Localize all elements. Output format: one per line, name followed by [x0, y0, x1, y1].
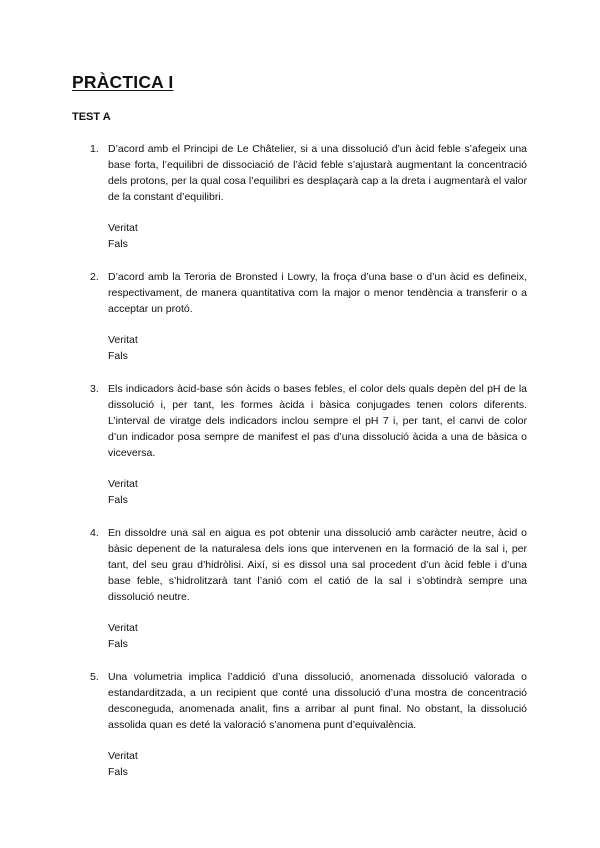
question-text: D’acord amb el Principi de Le Châtelier, si a una dissolució d’un àcid feble s’afegeix una base forta, l’equilibri de dissociació de l’àcid feble s’ajustarà augmentant la concentració dels protons, per la qual cosa l’equilibri es desplaçarà cap a la dreta i augmentarà el valor de la constant d’equilibri.	[108, 143, 527, 203]
option-true[interactable]: Veritat	[108, 750, 138, 762]
question-text: Els indicadors àcid-base són àcids o bases febles, el color dels quals depèn del pH de la dissolució i, per tant, les formes àcida i bàsica conjugades tenen colors diferents. L’interval de viratge dels indicadors inclou sempre el pH 7 i, per tant, el canvi de color d’un indicador posa sempre de manifest el pas d’una dissolució àcida a una de bàsica o viceversa.	[108, 383, 527, 459]
question-2	[0, 269, 600, 364]
question-text: Una volumetria implica l’addició d’una dissolució, anomenada dissolució valorada o estandarditzada, a un recipient que conté una dissolució d’una mostra de concentració desconeguda, anomenada analit, fins a arribar al punt final. No obstant, la dissolució assolida quan es deté la valoració s’anomena punt d’equivalència.	[108, 671, 527, 731]
question-1	[0, 141, 600, 252]
question-number: 1.	[90, 143, 99, 155]
option-true[interactable]: Veritat	[108, 478, 138, 490]
question-3	[0, 381, 600, 508]
question-number: 5.	[90, 671, 99, 683]
answer-options	[108, 620, 600, 652]
option-false[interactable]: Fals	[108, 494, 128, 506]
answer-options	[108, 220, 600, 252]
option-false[interactable]: Fals	[108, 766, 128, 778]
page-title: PRÀCTICA I	[72, 72, 174, 92]
test-heading: TEST A	[72, 111, 111, 123]
question-4	[0, 525, 600, 652]
question-number: 3.	[90, 383, 99, 395]
answer-options	[108, 476, 600, 508]
option-true[interactable]: Veritat	[108, 222, 138, 234]
question-text: En dissoldre una sal en aigua es pot obtenir una dissolució amb caràcter neutre, àcid o bàsic depenent de la naturalesa dels ions que intervenen en la formació de la sal i, per tant, del seu grau d’hidròlisi. Així, si es dissol una sal procedent d’un àcid feble i d’una base feble, s’hidrolitzarà tant l’anió com el catió de la sal i s’obtindrà sempre una dissolució neutre.	[108, 527, 527, 603]
option-true[interactable]: Veritat	[108, 622, 138, 634]
answer-options	[108, 332, 600, 364]
question-number: 2.	[90, 271, 99, 283]
question-list	[0, 141, 600, 797]
option-false[interactable]: Fals	[108, 350, 128, 362]
question-text: D’acord amb la Teroria de Bronsted i Lowry, la froça d’una base o d’un àcid es defineix, respectivament, de manera quantitativa com la major o menor tendència a transferir o a acceptar un protó.	[108, 271, 527, 315]
option-false[interactable]: Fals	[108, 238, 128, 250]
option-true[interactable]: Veritat	[108, 334, 138, 346]
question-number: 4.	[90, 527, 99, 539]
answer-options	[108, 748, 600, 780]
option-false[interactable]: Fals	[108, 638, 128, 650]
question-5	[0, 669, 600, 780]
